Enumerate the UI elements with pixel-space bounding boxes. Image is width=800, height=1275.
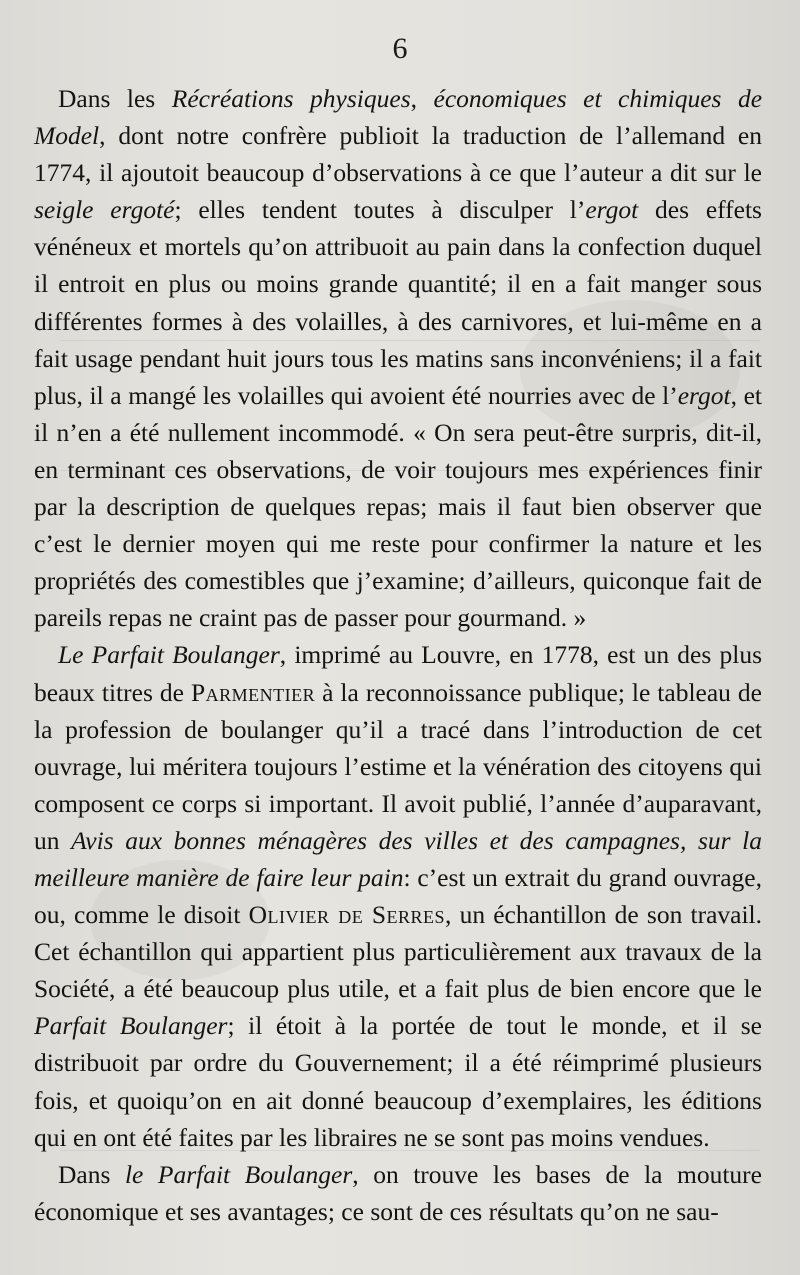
author-name: Olivier de Serres [248, 900, 446, 930]
text-run: ; elles tendent toutes à disculper l’ [174, 195, 586, 225]
body-text [34, 80, 762, 1230]
italic-text: Parfait Boulanger [34, 1011, 228, 1041]
text-run: , on trouve les bases de la mouture économique et ses avantages; ce sont de ces résultats qu’on ne sau- [34, 1159, 762, 1226]
paragraph [34, 1156, 762, 1230]
author-name: Parmentier [190, 677, 316, 707]
italic-text: économiques et chimiques de Model [34, 84, 763, 151]
italic-text: Récréations physiques [171, 84, 411, 113]
italic-text: Le Parfait Boulanger [58, 640, 280, 670]
paragraph [34, 636, 762, 1155]
text-run: Dans [58, 1159, 125, 1189]
text-run: , [410, 84, 434, 113]
text-run: , un échantillon de son travail. Cet échantillon qui appartient plus particulièrement aux travaux de la Société, a été beaucoup plus utile, et a fait plus de bien encore que le [34, 900, 762, 1004]
italic-text: ergot [585, 195, 639, 225]
italic-text: le Parfait Boulanger [124, 1159, 353, 1189]
page-number: 6 [392, 32, 408, 65]
text-run: , imprimé au Louvre, en 1778, est un des plus beaux titres de [34, 640, 762, 707]
paragraph [34, 80, 762, 636]
text-run: , et il n’en a été nullement incommodé. « On sera peut-être surpris, dit-il, en terminant ces observations, de voir toujours mes expériences finir par la description de quelques repas; mais il faut bien observer que c’est le dernier moyen qui me reste pour confirmer la nature et les propriétés des comestibles que j’examine; d’ailleurs, quiconque fait de pareils repas ne craint pas de passer pour gourmand. » [34, 380, 763, 633]
text-run: ; il étoit à la portée de tout le monde, et il se distribuoit par ordre du Gouvernement; il a été réimprimé plusieurs fois, et quoiqu’on en ait donné beaucoup d’exemplaires, les éditions qui en ont été faites par les libraires ne se sont pas moins vendues. [34, 1011, 762, 1152]
text-run: des effets vénéneux et mortels qu’on attribuoit au pain dans la confection duquel il entroit en plus ou moins grande quantité; il en a fait manger sous différentes formes à des volailles, à des carnivores, et lui-même en a fait usage pendant huit jours tous les matins sans inconvéniens; il a fait plus, il a mangé les volailles qui avoient été nourries avec de l’ [34, 195, 762, 410]
italic-text: seigle ergoté [34, 195, 175, 225]
text-run: à la reconnoissance publique; le tableau de la profession de boulanger qu’il a tracé dans l’introduction de cet ouvrage, lui méritera toujours l’estime et la vénération des citoyens qui composent ce corps si important. Il avoit publié, l’année d’auparavant, un [34, 677, 762, 855]
text-run: Dans les [58, 84, 172, 113]
italic-text: ergot [677, 380, 731, 410]
italic-text: Avis aux bonnes ménagères des villes et des campagnes, sur la meilleure manière de faire leur pain [34, 825, 762, 892]
text-run: : c’est un extrait du grand ouvrage, ou, comme le disoit [34, 862, 762, 930]
text-run: , dont notre confrère publioit la traduction de l’allemand en 1774, il ajoutoit beaucoup d’observations à ce que l’auteur a dit sur le [34, 121, 762, 188]
